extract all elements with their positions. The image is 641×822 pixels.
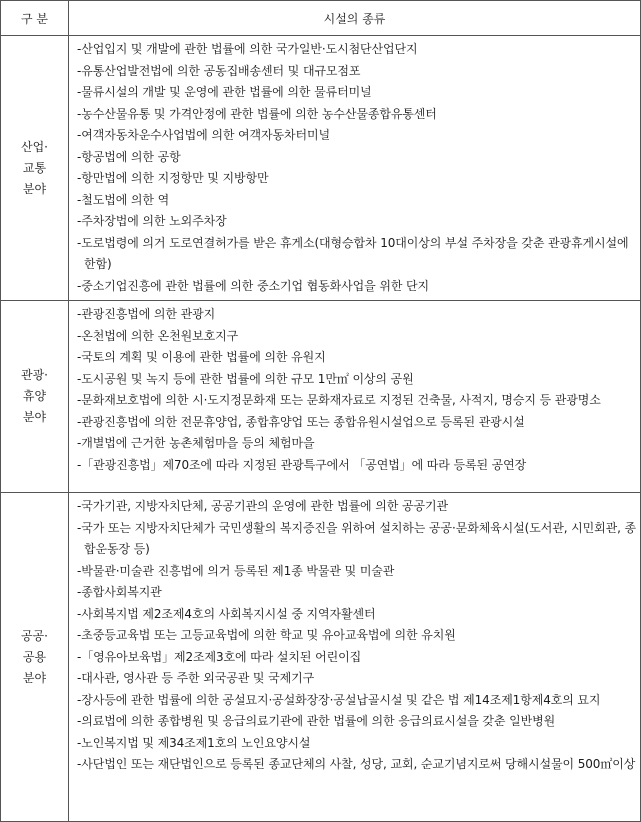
section-label-line: 분야	[22, 181, 47, 196]
list-item: -유통산업발전법에 의한 공동집배송센터 및 대규모점포	[77, 63, 361, 78]
list-item: -항만법에 의한 지정항만 및 지방항만	[77, 171, 269, 185]
section-label	[1, 36, 69, 301]
section-label-line: 분야	[22, 410, 47, 424]
list-item: -관광진흥법에 의한 관광지	[77, 307, 216, 321]
section-label-line: 교통	[22, 160, 47, 175]
section-label-line: 관광·	[21, 368, 48, 382]
list-item: -온천법에 의한 온천원보호지구	[77, 328, 239, 343]
list-item: -도시공원 및 녹지 등에 관한 법률에 의한 규모 1만㎡ 이상의 공원	[77, 371, 414, 386]
list-item: -국가기관, 지방자치단체, 공공기관의 운영에 관한 법률에 의한 공공기관	[77, 499, 448, 513]
list-item: -주차장법에 의한 노외주차장	[77, 214, 227, 228]
section-tourism-leisure	[1, 301, 641, 493]
section-label-line: 공공·	[21, 628, 48, 643]
list-item: -철도법에 의한 역	[77, 192, 170, 207]
list-item: -문화재보호법에 의한 시·도지정문화재 또는 문화재자료로 지정된 건축물, 사적지, 명승지 등 관광명소	[77, 393, 601, 407]
list-item: -농수산물유통 및 가격안정에 관한 법률에 의한 농수산물종합유통센터	[77, 106, 437, 121]
facility-list	[77, 39, 640, 297]
list-item: -중소기업진흥에 관한 법률에 의한 중소기업 협동화사업을 위한 단지	[77, 278, 430, 293]
list-item: -박물관·미술관 진흥법에 의거 등록된 제1종 박물관 및 미술관	[77, 563, 395, 578]
list-item: -「영유아보육법」제2조제3호에 따라 설치된 어린이집	[77, 649, 362, 664]
section-label-line: 휴양	[22, 389, 47, 403]
section-label	[1, 301, 69, 493]
list-item: -장사등에 관한 법률에 의한 공설묘지·공설화장장·공설납골시설 및 같은 법 제14조제1항제4호의 묘지	[77, 692, 601, 707]
list-item: -도로법령에 의거 도로연결허가를 받은 휴게소(대형승합차 10대이상의 부설 주차장을 갖춘 관광휴게시설에 한함)	[77, 235, 629, 271]
list-item: -노인복지법 및 제34조제1호의 노인요양시설	[77, 735, 311, 750]
section-items	[69, 301, 641, 493]
list-item: -여객자동차운수사업법에 의한 여객자동차터미널	[77, 128, 330, 142]
section-public	[1, 493, 641, 822]
list-item: -초중등교육법 또는 고등교육법에 의한 학교 및 유아교육법에 의한 유치원	[77, 628, 456, 642]
list-item: -사단법인 또는 재단법인으로 등록된 종교단체의 사찰, 성당, 교회, 순교기념지로써 당해시설물이 500㎡이상	[77, 757, 636, 771]
list-item: -국토의 계획 및 이용에 관한 법률에 의한 유원지	[77, 350, 326, 364]
list-item: -국가 또는 지방자치단체가 국민생활의 복지증진을 위하여 설치하는 공공·문화체육시설(도서관, 시민회관, 종합운동장 등)	[77, 520, 637, 556]
section-label	[1, 493, 69, 822]
header-facility-type: 시설의 종류	[69, 1, 641, 36]
list-item: -의료법에 의한 종합병원 및 응급의료기관에 관한 법률에 의한 응급의료시설을 갖춘 일반병원	[77, 714, 556, 728]
facility-list	[77, 304, 640, 476]
section-items	[69, 493, 641, 822]
facility-list	[77, 496, 640, 776]
list-item: -산업입지 및 개발에 관한 법률에 의한 국가일반·도시첨단산업단지	[77, 42, 418, 56]
list-item: -종합사회복지관	[77, 585, 162, 599]
header-row	[1, 1, 641, 36]
list-item: -「관광진흥법」제70조에 따라 지정된 관광특구에서 「공연법」에 따라 등록된 공연장	[77, 457, 527, 472]
section-label-line: 산업·	[21, 139, 48, 154]
list-item: -대사관, 영사관 등 주한 외국공관 및 국제기구	[77, 671, 315, 685]
section-label-line: 분야	[22, 670, 47, 685]
section-items	[69, 36, 641, 301]
header-category: 구 분	[1, 1, 69, 36]
list-item: -관광진흥법에 의한 전문휴양업, 종합휴양업 또는 종합유원시설업으로 등록된 관광시설	[77, 414, 525, 429]
section-industry-transport	[1, 36, 641, 301]
section-label-line: 공용	[22, 649, 47, 664]
list-item: -개별법에 근거한 농촌체험마을 등의 체험마을	[77, 436, 315, 450]
list-item: -물류시설의 개발 및 운영에 관한 법률에 의한 물류터미널	[77, 85, 372, 99]
list-item: -항공법에 의한 공항	[77, 149, 181, 164]
list-item: -사회복지법 제2조제4호의 사회복지시설 중 지역자활센터	[77, 606, 376, 621]
